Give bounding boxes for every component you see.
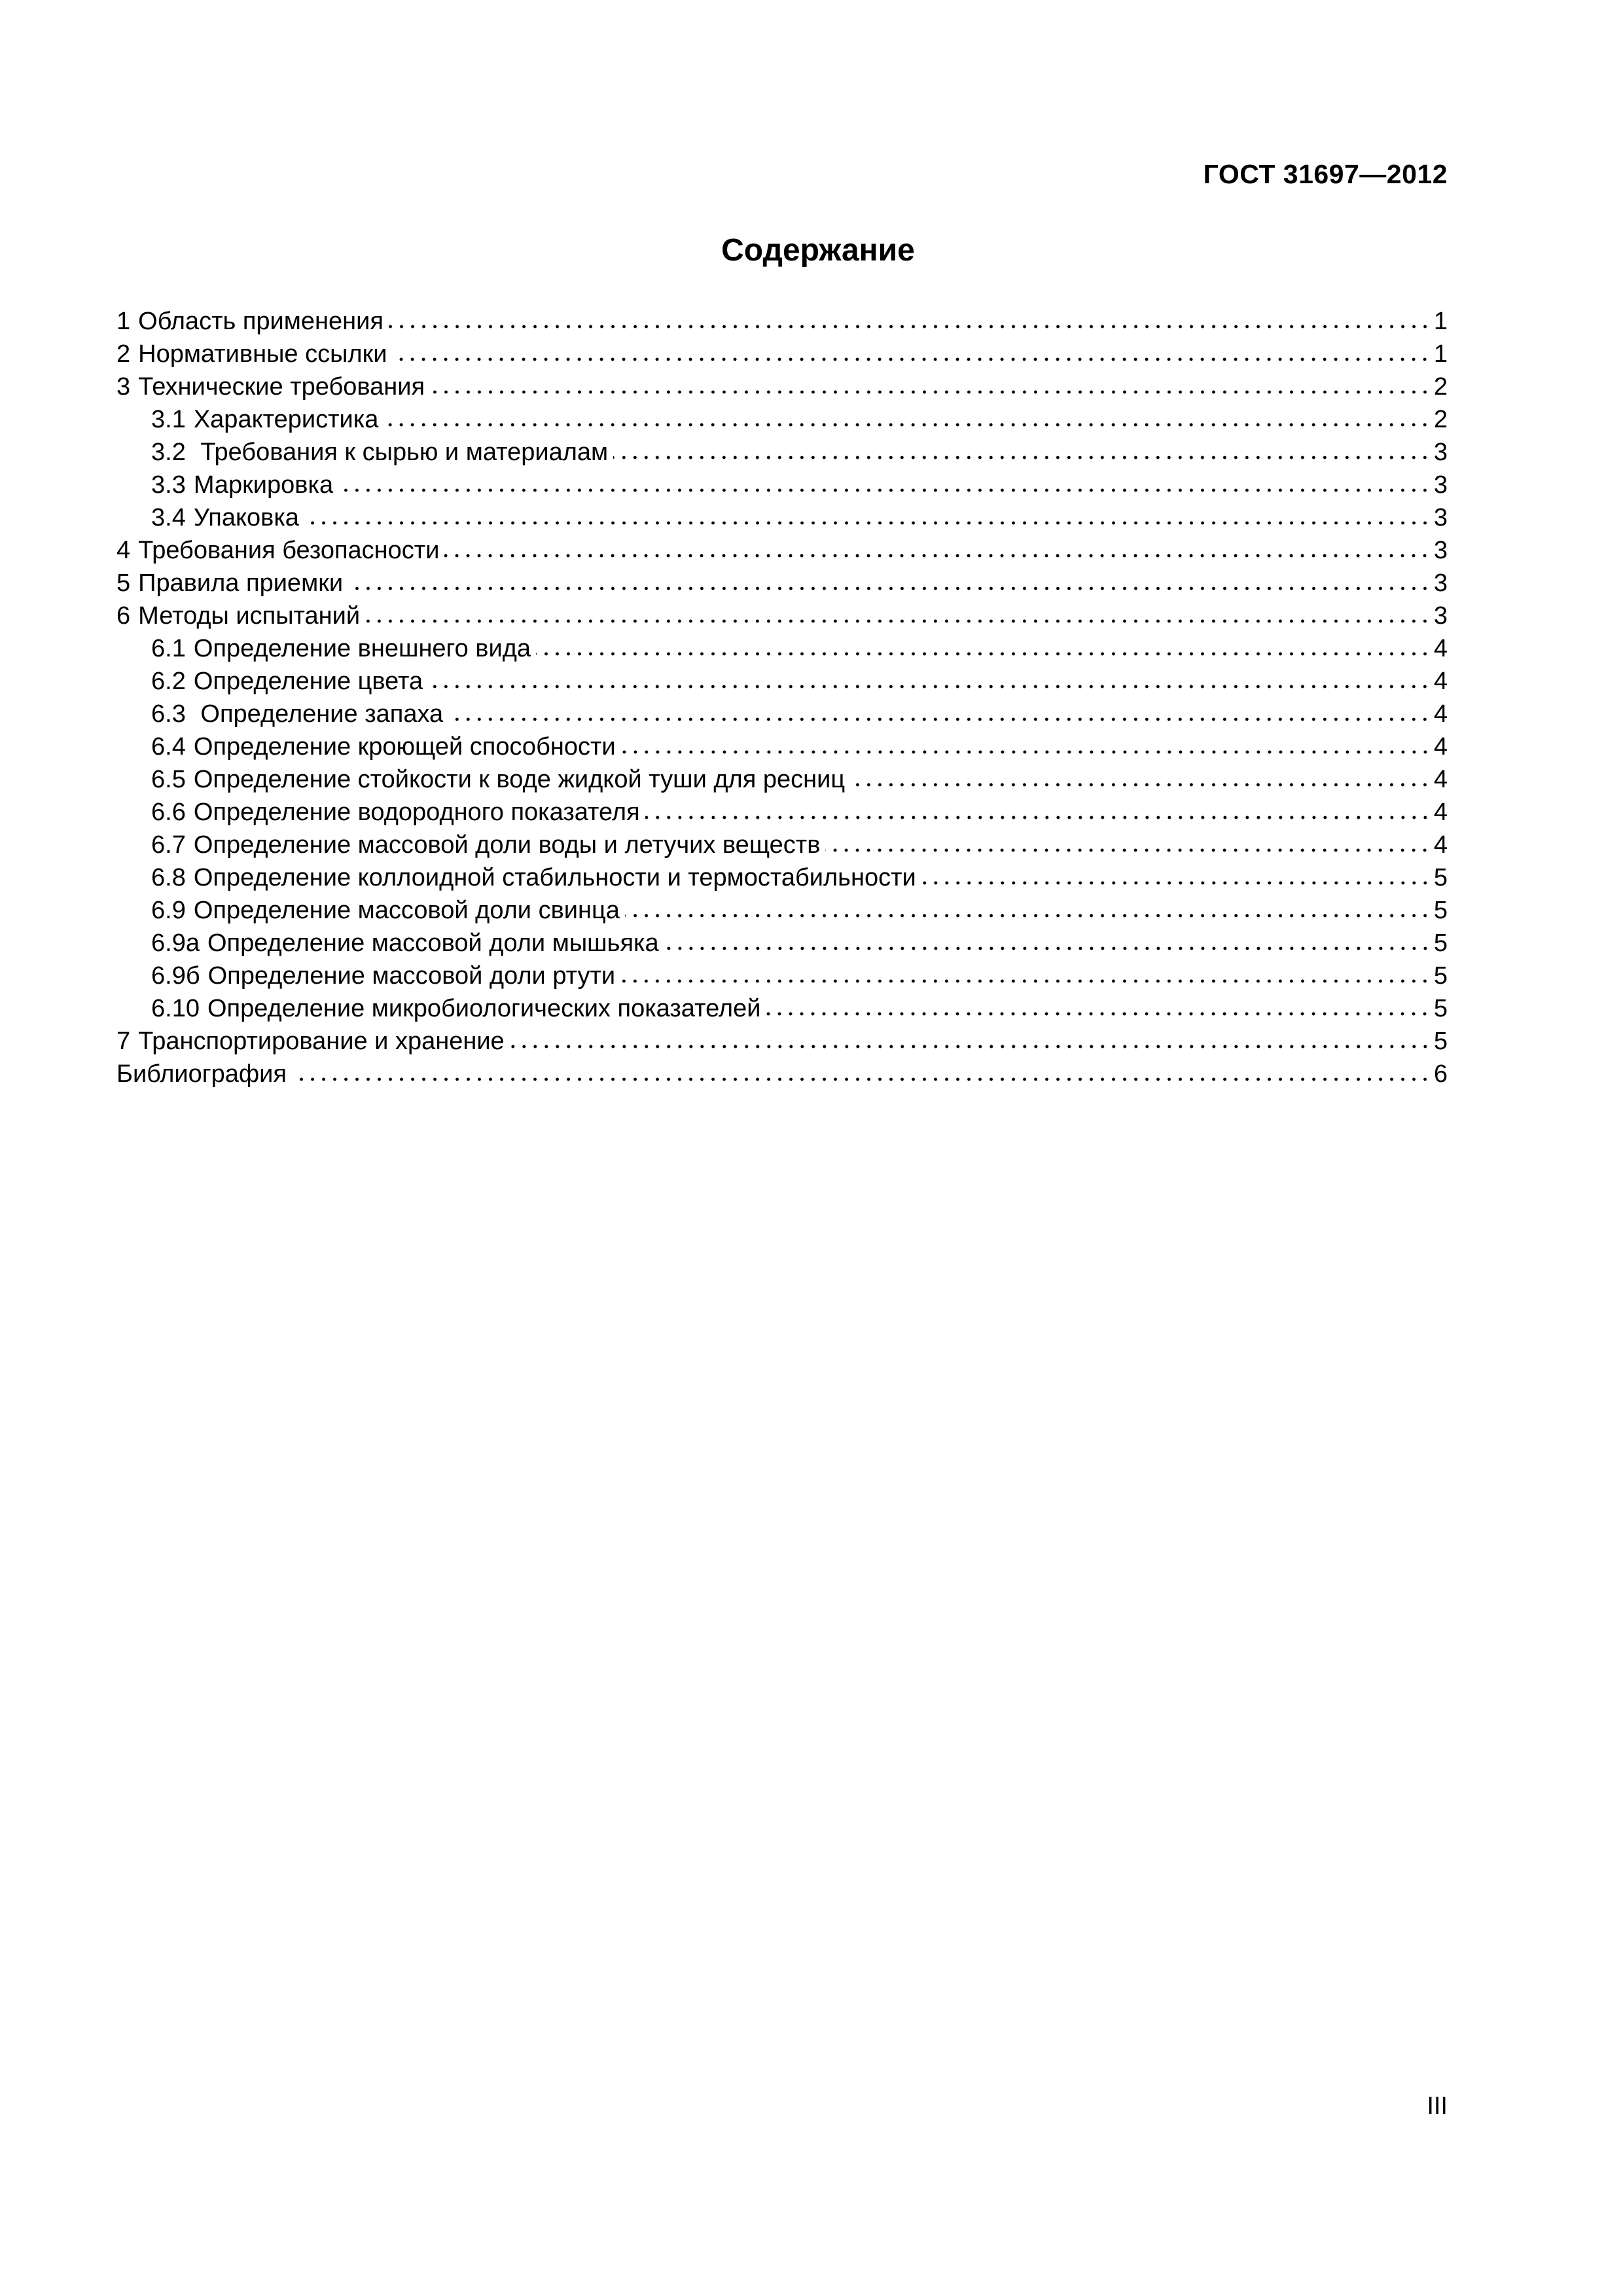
toc-entry-text: Определение массовой доли мышьяка (207, 929, 659, 957)
toc-dot-leader (383, 422, 1431, 428)
toc-entry-page: 4 (1433, 668, 1448, 695)
toc-entry[interactable] (116, 894, 1448, 927)
toc-entry-number: 6.9а (151, 929, 200, 957)
toc-entry-page: 5 (1433, 864, 1448, 891)
toc-entry-number: 6.10 (151, 995, 200, 1022)
toc-entry-page: 3 (1433, 504, 1448, 531)
toc-entry-number: 3 (116, 373, 131, 401)
toc-entry-label (116, 534, 439, 567)
toc-entry-label (151, 698, 443, 730)
toc-entry-text: Определение микробиологических показателей (207, 995, 761, 1022)
toc-entry[interactable] (116, 927, 1448, 960)
toc-dot-leader (448, 716, 1431, 723)
toc-entry-label (151, 665, 423, 698)
toc-entry-label (151, 403, 378, 436)
toc-entry[interactable] (116, 370, 1448, 403)
toc-entry-number: 5 (116, 569, 131, 597)
toc-entry[interactable] (116, 436, 1448, 469)
page-number: III (1427, 2092, 1448, 2120)
toc-entry-page: 1 (1433, 308, 1448, 335)
toc-entry-page: 2 (1433, 406, 1448, 433)
toc-dot-leader (625, 912, 1431, 919)
toc-entry-label (151, 501, 299, 534)
toc-entry-label (116, 305, 383, 338)
toc-entry-number: 6.3 (151, 700, 186, 728)
toc-entry-number: 6.1 (151, 635, 186, 662)
toc-entry-page: 5 (1433, 962, 1448, 990)
toc-entry-number: 3.1 (151, 406, 186, 433)
toc-entry[interactable] (116, 796, 1448, 829)
toc-entry-number: 2 (116, 340, 131, 368)
toc-entry-number: 6 (116, 602, 131, 630)
toc-dot-leader (348, 585, 1431, 592)
toc-dot-leader (392, 356, 1431, 363)
toc-entry-label (151, 796, 640, 829)
toc-entry-page: 3 (1433, 471, 1448, 499)
toc-entry-number: 6.9б (151, 962, 200, 990)
toc-dot-leader (825, 847, 1431, 853)
toc-dot-leader (613, 454, 1431, 461)
toc-entry[interactable] (116, 501, 1448, 534)
toc-entry-label (151, 927, 659, 960)
toc-entry[interactable] (116, 730, 1448, 763)
toc-entry[interactable] (116, 992, 1448, 1025)
toc-entry-number: 1 (116, 308, 131, 335)
toc-entry-label (151, 632, 531, 665)
toc-entry-page: 3 (1433, 439, 1448, 466)
toc-dot-leader (292, 1076, 1431, 1083)
toc-entry[interactable] (116, 632, 1448, 665)
toc-entry-number: 6.5 (151, 766, 186, 793)
toc-entry-text: Библиография (116, 1060, 287, 1088)
toc-entry[interactable] (116, 534, 1448, 567)
toc-entry-number: 6.2 (151, 668, 186, 695)
toc-entry-text: Область применения (138, 308, 383, 335)
toc-entry-label (116, 338, 387, 370)
toc-entry-text: Характеристика (193, 406, 379, 433)
toc-dot-leader (536, 651, 1431, 657)
toc-entry-text: Определение коллоидной стабильности и термостабильности (193, 864, 916, 891)
toc-dot-leader (921, 880, 1431, 886)
toc-entry-label (151, 469, 333, 501)
toc-entry[interactable] (116, 1025, 1448, 1058)
toc-entry-text: Определение внешнего вида (193, 635, 531, 662)
toc-dot-leader (510, 1043, 1431, 1050)
toc-entry-text: Методы испытаний (138, 602, 361, 630)
toc-entry-page: 3 (1433, 569, 1448, 597)
toc-entry-page: 4 (1433, 700, 1448, 728)
toc-entry-text: Упаковка (193, 504, 299, 531)
toc-entry-page: 4 (1433, 635, 1448, 662)
toc-entry[interactable] (116, 469, 1448, 501)
toc-entry-label (151, 763, 845, 796)
toc-entry[interactable] (116, 567, 1448, 600)
toc-entry-text: Определение кроющей способности (193, 733, 616, 761)
toc-entry-text: Определение водородного показателя (193, 798, 640, 826)
toc-entry-label (151, 730, 616, 763)
toc-entry-number: 3.3 (151, 471, 186, 499)
toc-entry-number: 6.9 (151, 897, 186, 924)
toc-entry-page: 5 (1433, 995, 1448, 1022)
toc-entry-number: 7 (116, 1028, 131, 1055)
toc-entry-text: Транспортирование и хранение (138, 1028, 505, 1055)
toc-entry[interactable] (116, 763, 1448, 796)
toc-entry-label (116, 567, 343, 600)
toc-entry[interactable] (116, 665, 1448, 698)
toc-entry[interactable] (116, 698, 1448, 730)
toc-entry-page: 5 (1433, 929, 1448, 957)
toc-entry-number: 3.2 (151, 439, 186, 466)
toc-entry-text: Правила приемки (138, 569, 344, 597)
toc-entry-text: Определение массовой доли воды и летучих веществ (193, 831, 821, 859)
toc-entry[interactable] (116, 861, 1448, 894)
toc-dot-leader (664, 945, 1431, 952)
toc-entry-number: 3.4 (151, 504, 186, 531)
toc-entry-label (151, 960, 615, 992)
toc-dot-leader (338, 487, 1431, 493)
document-code: ГОСТ 31697—2012 (1203, 159, 1448, 189)
toc-entry-page: 2 (1433, 373, 1448, 401)
toc-entry-label (151, 861, 916, 894)
toc-entry-number: 6.4 (151, 733, 186, 761)
toc-entry-label (116, 1025, 505, 1058)
toc-entry[interactable] (116, 829, 1448, 861)
toc-entry-text: Определение стойкости к воде жидкой туши для ресниц (193, 766, 846, 793)
toc-dot-leader (645, 814, 1431, 821)
toc-entry[interactable] (116, 1058, 1448, 1090)
toc-entry-label (151, 436, 608, 469)
toc-entry-page: 5 (1433, 1028, 1448, 1055)
toc-dot-leader (304, 520, 1431, 526)
toc-dot-leader (621, 749, 1431, 755)
toc-entry-text: Требования безопасности (138, 537, 440, 564)
toc-title: Содержание (721, 233, 915, 268)
toc-entry-text: Маркировка (193, 471, 334, 499)
toc-dot-leader (428, 683, 1431, 690)
toc-entry-page: 5 (1433, 897, 1448, 924)
toc-entry-page: 3 (1433, 537, 1448, 564)
toc-dot-leader (620, 978, 1431, 984)
toc-entry-label (116, 600, 360, 632)
toc-entry-text: Требования к сырью и материалам (193, 439, 609, 466)
toc-dot-leader (365, 618, 1431, 624)
toc-entry-label (151, 992, 760, 1025)
toc-entry-text: Определение цвета (193, 668, 423, 695)
toc-dot-leader (444, 552, 1431, 559)
toc-dot-leader (850, 781, 1431, 788)
toc-entry-page: 4 (1433, 798, 1448, 826)
toc-entry-page: 4 (1433, 733, 1448, 761)
toc-entry-label (116, 370, 425, 403)
toc-entry-page: 3 (1433, 602, 1448, 630)
toc-entry-number: 6.7 (151, 831, 186, 859)
toc-dot-leader (766, 1011, 1431, 1017)
toc-entry[interactable] (116, 600, 1448, 632)
toc-entry-number: 6.6 (151, 798, 186, 826)
toc-entry-page: 1 (1433, 340, 1448, 368)
toc-dot-leader (430, 389, 1431, 395)
toc-entry-text: Определение запаха (193, 700, 444, 728)
table-of-contents (116, 305, 1448, 1090)
toc-entry-text: Определение массовой доли ртути (207, 962, 616, 990)
toc-entry-label (151, 829, 820, 861)
toc-entry-number: 6.8 (151, 864, 186, 891)
toc-entry[interactable] (116, 338, 1448, 370)
toc-entry-number: 4 (116, 537, 131, 564)
toc-entry[interactable] (116, 403, 1448, 436)
toc-entry-page: 4 (1433, 831, 1448, 859)
toc-entry[interactable] (116, 960, 1448, 992)
toc-entry[interactable] (116, 305, 1448, 338)
toc-entry-page: 4 (1433, 766, 1448, 793)
toc-entry-text: Нормативные ссылки (138, 340, 387, 368)
toc-entry-label (151, 894, 620, 927)
toc-entry-label (116, 1058, 287, 1090)
toc-entry-text: Определение массовой доли свинца (193, 897, 620, 924)
toc-dot-leader (389, 323, 1431, 330)
toc-entry-page: 6 (1433, 1060, 1448, 1088)
toc-entry-text: Технические требования (138, 373, 425, 401)
